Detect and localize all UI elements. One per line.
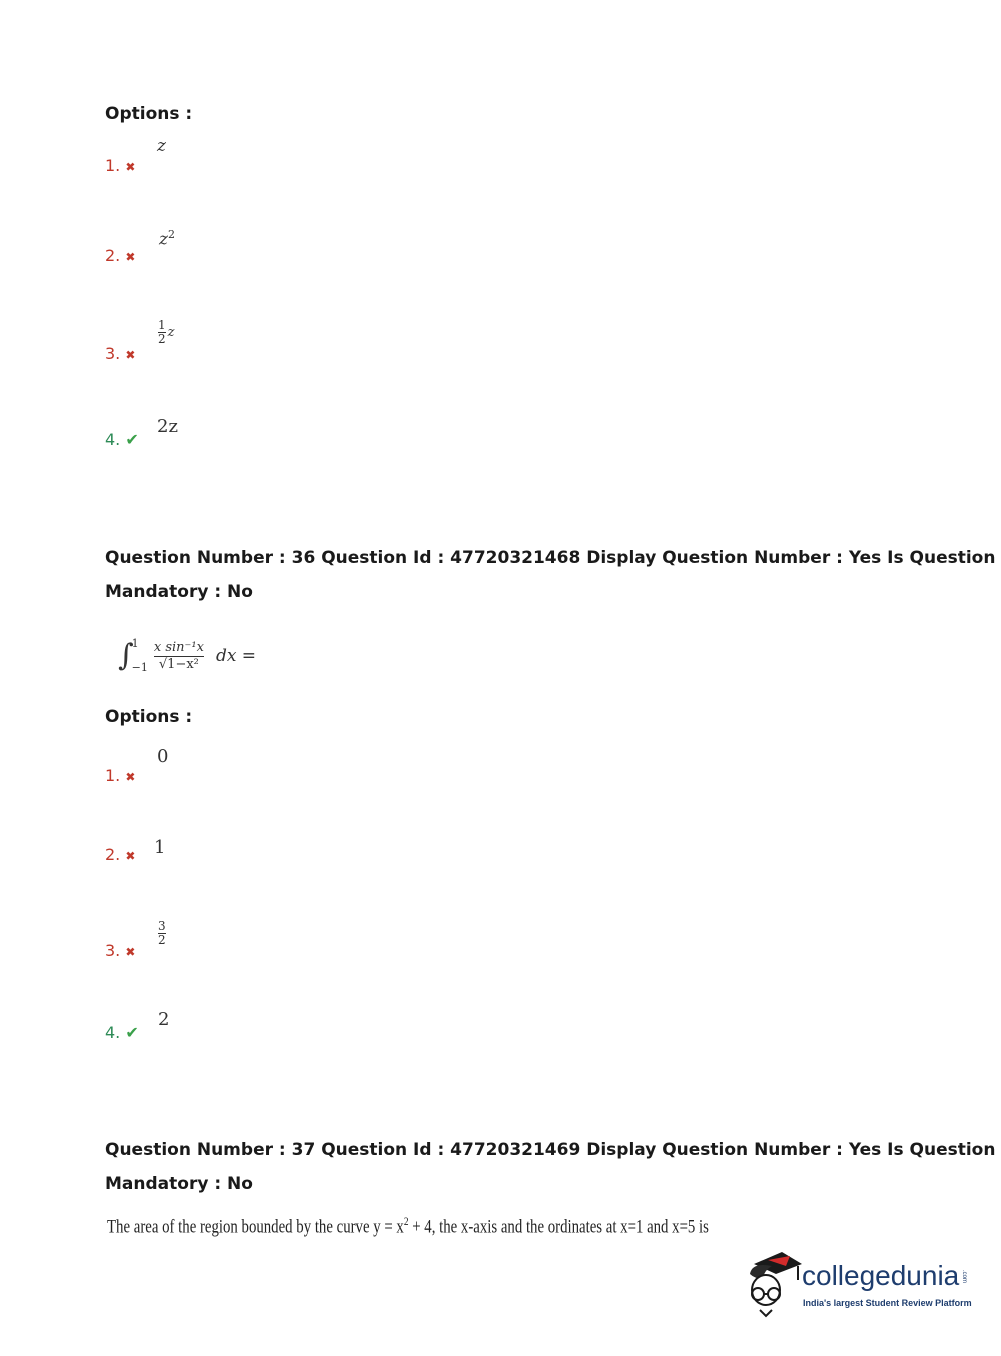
- integral-sign: ∫: [118, 638, 134, 673]
- question-36-header: Question Number : 36 Question Id : 47720321468 Display Question Number : Yes Is Question: [105, 548, 996, 568]
- question-37-header: Question Number : 37 Question Id : 47720321469 Display Question Number : Yes Is Question: [105, 1140, 996, 1160]
- option-2-value: 1: [154, 837, 166, 858]
- logo-wordmark: collegedunia: [802, 1260, 960, 1291]
- option-number: 4.: [105, 430, 121, 449]
- option-2-value: $z^2$: [159, 228, 175, 250]
- option-2[interactable]: [105, 845, 135, 864]
- option-number: 2.: [105, 246, 121, 265]
- option-3-value: $\frac{3}{2}$: [158, 919, 166, 947]
- logo-suffix: .com: [961, 1270, 967, 1284]
- option-3[interactable]: [105, 941, 135, 960]
- option-3[interactable]: [105, 344, 135, 363]
- option-number: 4.: [105, 1023, 121, 1042]
- option-number: 1.: [105, 766, 121, 785]
- option-2[interactable]: [105, 246, 135, 265]
- wrong-icon: ✖: [125, 250, 136, 264]
- option-4[interactable]: [105, 1023, 139, 1042]
- question-37-text: The area of the region bounded by the curve $y = x^2 + 4$, the x-axis and the ordinates at x=1 and x=5 is: [107, 1214, 709, 1238]
- wrong-icon: ✖: [125, 160, 136, 174]
- correct-icon: ✔: [125, 1023, 139, 1042]
- correct-icon: ✔: [125, 430, 139, 449]
- options-label: Options :: [105, 104, 193, 124]
- option-number: 3.: [105, 344, 121, 363]
- collegedunia-logo: [742, 1250, 972, 1320]
- option-4-value: 2z: [157, 416, 178, 437]
- question-37-mandatory: Mandatory : No: [105, 1174, 253, 1194]
- option-4-value: 2: [158, 1009, 170, 1030]
- option-1-value: z: [157, 136, 166, 156]
- option-1-value: 0: [157, 746, 169, 767]
- wrong-icon: ✖: [125, 849, 136, 863]
- option-number: 1.: [105, 156, 121, 175]
- option-number: 2.: [105, 845, 121, 864]
- mascot-icon: [742, 1250, 802, 1318]
- wrong-icon: ✖: [125, 945, 136, 959]
- option-number: 3.: [105, 941, 121, 960]
- question-36-mandatory: Mandatory : No: [105, 582, 253, 602]
- logo-tagline: India's largest Student Review Platform: [803, 1298, 972, 1308]
- options-label: Options :: [105, 707, 193, 727]
- option-4[interactable]: [105, 430, 139, 449]
- wrong-icon: ✖: [125, 770, 136, 784]
- question-36-integral: ∫ 1 −1 $\frac{\text{x sin⁻¹x}}{\text{√1−x²}}$ dx =: [118, 637, 257, 674]
- wrong-icon: ✖: [125, 348, 136, 362]
- option-1[interactable]: [105, 766, 135, 785]
- option-1[interactable]: [105, 156, 135, 175]
- option-3-value: $\frac{1}{2}$ z: [158, 318, 175, 346]
